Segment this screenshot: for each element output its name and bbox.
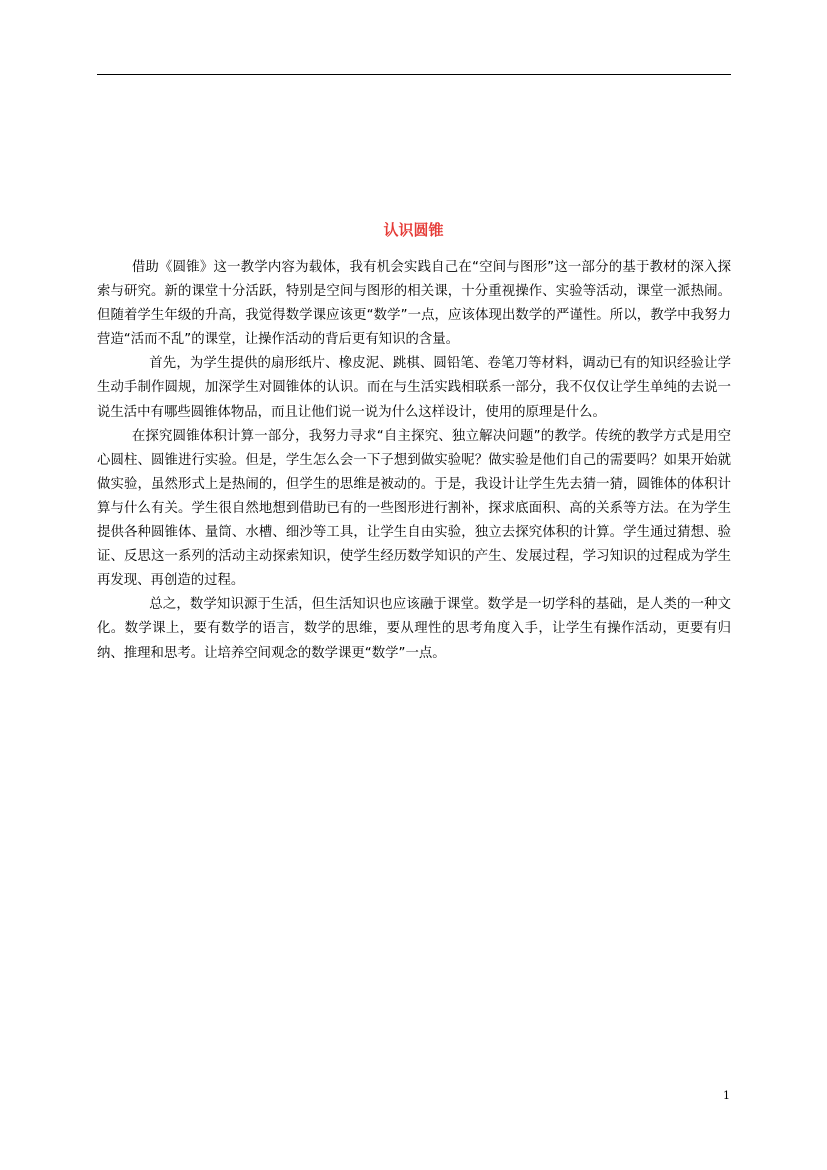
document-body [97, 256, 731, 666]
paragraph-4: 总之，数学知识源于生活，但生活知识也应该融于课堂。数学是一切学科的基础，是人类的一种文化。数学课上，要有数学的语言，数学的思维，要从理性的思考角度入手，让学生有操作活动，更要有归纳、推理和思考。让培养空间观念的数学课更“数学”一点。 [97, 597, 731, 661]
document-title: 认识圆锥 [383, 221, 444, 239]
paragraph-2: 首先，为学生提供的扇形纸片、橡皮泥、跳棋、圆铅笔、卷笔刀等材料，调动已有的知识经验让学生动手制作圆规，加深学生对圆锥体的认识。而在与生活实践相联系一部分，我不仅仅让学生单纯的去说一说生活中有哪些圆锥体物品，而且让他们说一说为什么这样设计，使用的原理是什么。 [97, 356, 731, 420]
paragraph-1: 借助《圆锥》这一教学内容为载体，我有机会实践自己在“空间与图形”这一部分的基于教材的深入探索与研究。新的课堂十分活跃，特别是空间与图形的相关课，十分重视操作、实验等活动，课堂一派热闹。但随着学生年级的升高，我觉得数学课应该更“数学”一点，应该体现出数学的严谨性。所以，教学中我努力营造“活而不乱”的课堂，让操作活动的背后更有知识的含量。 [97, 260, 731, 348]
page-number: 1 [723, 1089, 730, 1102]
header-rule [97, 74, 731, 75]
paragraph-3: 在探究圆锥体积计算一部分，我努力寻求“自主探究、独立解决问题”的教学。传统的教学方式是用空心圆柱、圆锥进行实验。但是，学生怎么会一下子想到做实验呢？做实验是他们自己的需要吗？如果开始就做实验，虽然形式上是热闹的，但学生的思维是被动的。于是，我设计让学生先去猜一猜，圆锥体的体积计算与什么有关。学生很自然地想到借助已有的一些图形进行割补，探求底面积、高的关系等方法。在为学生提供各种圆锥体、量筒、水槽、细沙等工具，让学生自由实验，独立去探究体积的计算。学生通过猜想、验证、反思这一系列的活动主动探索知识，使学生经历数学知识的产生、发展过程，学习知识的过程成为学生再发现、再创造的过程。 [97, 428, 731, 589]
